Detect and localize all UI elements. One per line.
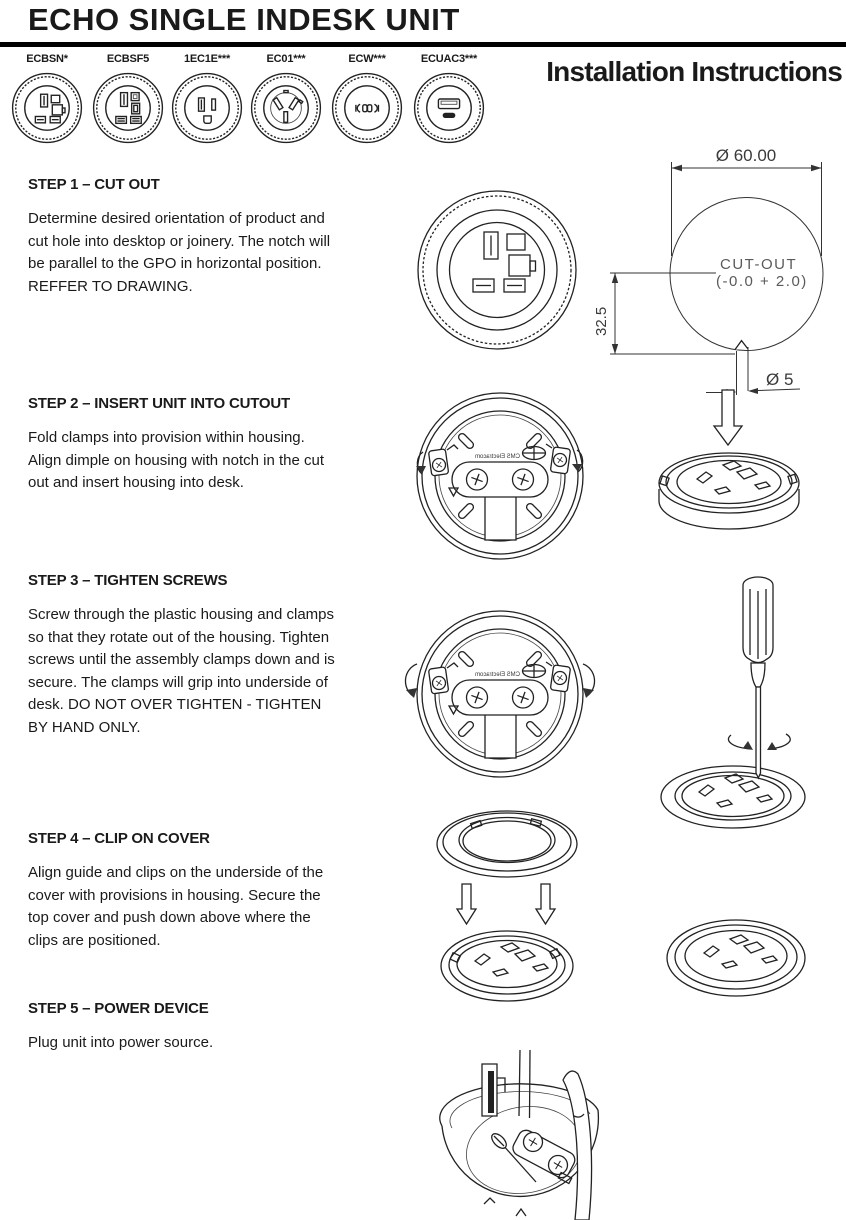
cutout-label-line1: CUT-OUT — [720, 256, 798, 273]
step-body: Plug unit into power source. — [28, 1034, 214, 1051]
sheet-subtitle: Installation Instructions — [546, 56, 842, 87]
step2-insert-diagram — [648, 388, 813, 536]
cutout-label-line2: (-0.0 + 2.0) — [716, 273, 808, 290]
step4-finished-unit-diagram — [666, 916, 808, 1002]
step1-product-front-diagram — [415, 186, 581, 356]
step3-housing-bottom-diagram — [398, 608, 602, 780]
instruction-sheet: CMS Electracom ECHO SINGLE INDESK UNIT Installation Instructions ECBSN* ECBSF5 1EC1E*** EC01*** ECW*** ECUAC3*** STEP 1 – CUT OUT Determine desired orientation of product and cut hole into desktop or joinery. The notch will be parallel to the GPO in horizontal position. REFFER TO DRAWING. STEP 2 – INSERT UNIT INTO CUTOUT Fold clamps into provision within housing. Align dimple on housing with notch in the cut out and insert housing into desk. STEP 3 – TIGHTEN SCREWS Screw through the plastic housing and clamps so that they rotate out of the housing. Tighten screws until the assembly clamps down and is secure. The clamps will grip into underside of desk. DO NOT OVER TIGHTEN - TIGHTEN BY HAND ONLY. STEP 4 – CLIP ON COVER Align guide and clips on the underside of the cover with provisions in housing. Secure the top cover and push down above where the clips are positioned. STEP 5 – POWER DEVICE Plug unit into power source. Ø 60.00 32.5 CUT-OUT (-0.0 + 2.0) Ø 5 — [0, 0, 846, 1220]
us-socket-icon — [171, 72, 243, 144]
unit-in-desk — [441, 931, 573, 1001]
step-block — [28, 572, 336, 739]
push-down-arrow-right — [536, 884, 555, 924]
screwdriver — [728, 577, 790, 778]
step3-screwdriver-diagram — [655, 575, 817, 833]
au-socket-icon — [250, 72, 322, 144]
step2-housing-bottom-diagram — [413, 390, 587, 562]
step-block — [28, 395, 336, 495]
notch-diameter-dim: Ø 5 — [766, 370, 794, 389]
insert-down-arrow — [714, 390, 742, 445]
step-body: Determine desired orientation of product and cut hole into desktop or joinery. The notch will be parallel to the GPO in horizontal position. REFFER TO DRAWING. — [28, 210, 331, 295]
variant-code: EC01*** — [266, 53, 306, 65]
page-title: ECHO SINGLE INDESK UNIT — [28, 2, 460, 37]
step-body: Screw through the plastic housing and clamps so that they rotate out of the housing. Tighten screws until the assembly clamps down and is secure. The clamps will grip into underside of desk. DO NOT OVER TIGHTEN - TIGHTEN BY HAND ONLY. — [28, 606, 335, 736]
step-heading: STEP 5 – POWER DEVICE — [28, 1000, 209, 1017]
variant-code: ECUAC3*** — [420, 53, 478, 65]
step-body: Fold clamps into provision within housing. Align dimple on housing with notch in the cut out and insert housing into desk. — [28, 429, 325, 491]
usb-a-c-icon — [413, 72, 485, 144]
step4-cover-stack-diagram — [435, 806, 585, 1004]
step-block — [28, 830, 336, 952]
step-heading: STEP 2 – INSERT UNIT INTO CUTOUT — [28, 395, 290, 412]
variant-code: 1EC1E*** — [183, 53, 231, 65]
variant-code: ECW*** — [348, 53, 386, 65]
title-rule — [0, 42, 846, 47]
step-body: Align guide and clips on the underside of the cover with provisions in housing. Secure the top cover and push down above where the clips are positioned. — [28, 864, 324, 949]
variant-code: ECBSF5 — [106, 53, 150, 65]
cutout-depth-dim: 32.5 — [593, 306, 610, 336]
variant-code: ECBSN* — [26, 53, 68, 65]
step-block — [28, 1000, 336, 1055]
cutout-diameter-dim: Ø 60.00 — [715, 146, 777, 165]
push-down-arrow-left — [457, 884, 476, 924]
wireless-charger-icon — [331, 72, 403, 144]
uk-socket-usb-icon — [92, 72, 164, 144]
uk-socket-icon — [11, 72, 83, 144]
cutout-dimension-drawing — [588, 146, 846, 398]
step-heading: STEP 1 – CUT OUT — [28, 176, 160, 193]
step5-underside-diagram — [428, 1038, 620, 1220]
step-heading: STEP 3 – TIGHTEN SCREWS — [28, 572, 228, 589]
step-heading: STEP 4 – CLIP ON COVER — [28, 830, 210, 847]
step-block — [28, 176, 336, 298]
top-cover-ring — [437, 811, 577, 877]
